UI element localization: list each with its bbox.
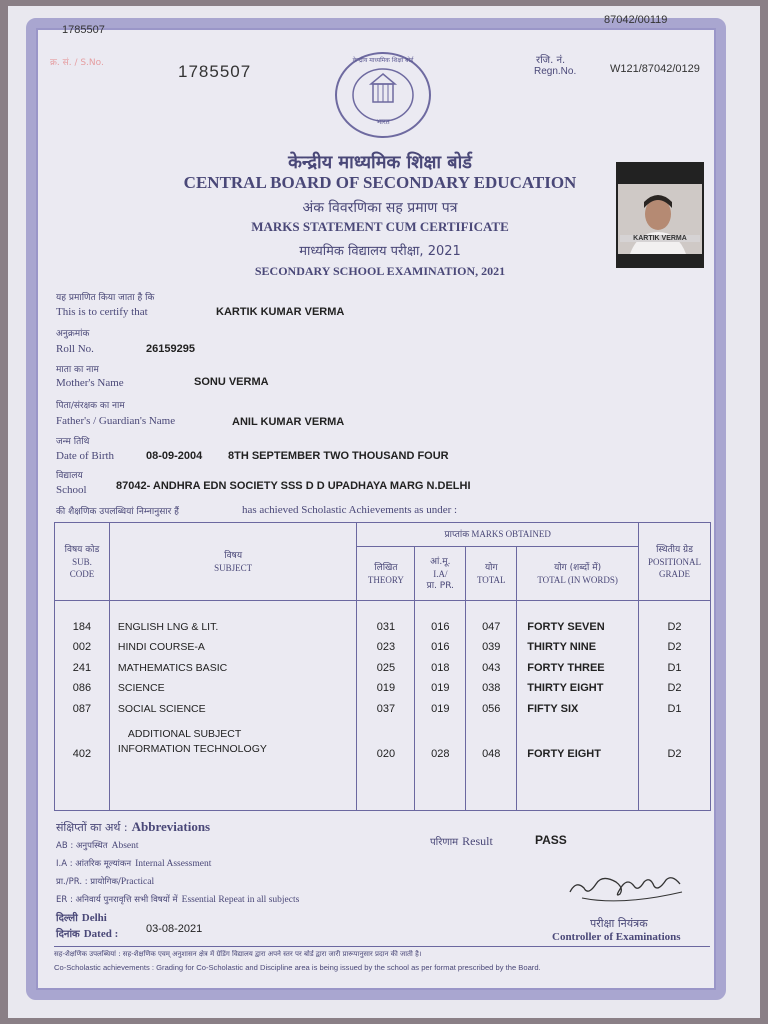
header-subject: विषय SUBJECT [109, 523, 357, 601]
emblem-text-top: केन्द्रीय माध्यमिक शिक्षा बोर्ड [352, 57, 414, 64]
total-in-words: THIRTY NINE [527, 641, 597, 654]
photo-caption: KARTIK VERMA [620, 235, 700, 242]
header-theory: लिखित THEORY [357, 547, 415, 601]
subject-code: 087 [72, 702, 92, 715]
header-sub-code: विषय कोड SUB. CODE [55, 523, 110, 601]
emblem-text-bottom: भारत [376, 118, 390, 126]
abbreviations-heading: संक्षिप्तों का अर्थ : Abbreviations [56, 819, 211, 834]
place: दिल्ली Delhi [56, 912, 107, 924]
abbreviation-item: ER : अनिवार्य पुनरावृत्ति सभी विषयों में Essential Repeat in all subjects [56, 895, 300, 905]
subject-code: 241 [72, 661, 92, 674]
mother-label-hindi: माता का नाम [56, 365, 99, 375]
subject-name: MATHEMATICS BASIC [117, 661, 228, 674]
school-label-hindi: विद्यालय [56, 471, 83, 481]
theory-marks: 031 [376, 621, 396, 633]
total-marks: 038 [482, 682, 501, 695]
positional-grade: D2 [667, 682, 682, 695]
subject-name: SOCIAL SCIENCE [117, 702, 206, 715]
subject-name: SCIENCE [117, 682, 165, 695]
additional-subject-label: ADDITIONAL SUBJECT [127, 728, 242, 741]
result-value: PASS [535, 833, 567, 847]
certify-label: This is to certify that [56, 306, 148, 318]
roll-number: 26159295 [146, 343, 195, 355]
exam-name-english: SECONDARY SCHOOL EXAMINATION, 2021 [254, 264, 506, 278]
subject-code: 184 [72, 621, 92, 633]
subject-code: 086 [72, 682, 92, 695]
positional-grade: D2 [667, 748, 682, 761]
board-name-english: CENTRAL BOARD OF SECONDARY EDUCATION [183, 173, 577, 192]
student-name: KARTIK KUMAR VERMA [216, 306, 345, 318]
positional-grade: D1 [667, 702, 682, 715]
header-grade: स्थितीय ग्रेड POSITIONAL GRADE [639, 523, 711, 601]
achievement-label-hindi: की शैक्षणिक उपलब्धियां निम्नानुसार हैं [56, 507, 179, 517]
header-total: योग TOTAL [466, 547, 517, 601]
theory-marks: 019 [376, 682, 396, 695]
cbse-emblem [335, 52, 431, 138]
subject-name: HINDI COURSE-A [117, 641, 205, 654]
theory-marks: 020 [376, 748, 396, 761]
total-in-words: FIFTY SIX [527, 702, 579, 715]
abbreviation-item: I.A : आंतरिक मूल्यांकन Internal Assessment [56, 859, 212, 869]
regn-label-en: Regn.No. [534, 66, 577, 77]
footer-divider [54, 946, 710, 947]
ia-marks: 016 [431, 641, 450, 654]
subject-code: 402 [72, 748, 92, 761]
dob-label-hindi: जन्म तिथि [56, 437, 90, 447]
roll-label-hindi: अनुक्रमांक [56, 329, 90, 339]
certificate-title-english: MARKS STATEMENT CUM CERTIFICATE [251, 219, 509, 234]
father-label: Father's / Guardian's Name [56, 415, 176, 427]
positional-grade: D2 [667, 641, 682, 654]
student-portrait-icon [618, 184, 702, 254]
dob-label: Date of Birth [56, 450, 115, 462]
mother-label: Mother's Name [56, 377, 124, 389]
dob-words: 8TH SEPTEMBER TWO THOUSAND FOUR [228, 450, 449, 462]
regn-label-hi: रजि. नं. [536, 55, 566, 66]
controller-title-english: Controller of Examinations [552, 931, 681, 943]
total-marks: 043 [482, 661, 501, 674]
ia-marks: 018 [431, 661, 450, 674]
footer-note-english: Co-Scholastic achievements : Grading for Co-Scholastic and Discipline area is being issued by the school as per format prescribed by the Board. [54, 963, 541, 972]
total-in-words: FORTY THREE [527, 661, 605, 674]
school-label: School [56, 484, 87, 496]
roll-label: Roll No. [56, 343, 94, 355]
total-in-words: FORTY EIGHT [527, 748, 601, 761]
achievement-label: has achieved Scholastic Achievements as under : [242, 504, 458, 516]
controller-title-hindi: परीक्षा नियंत्रक [590, 917, 648, 930]
exam-name-hindi: माध्यमिक विद्यालय परीक्षा, 2021 [299, 244, 461, 259]
ia-marks: 019 [431, 682, 450, 695]
subject-code: 002 [72, 641, 92, 654]
total-in-words: FORTY SEVEN [527, 621, 605, 633]
ia-marks: 016 [431, 621, 450, 633]
total-marks: 056 [482, 702, 501, 715]
positional-grade: D1 [667, 661, 682, 674]
total-marks: 048 [482, 748, 501, 761]
total-marks: 047 [482, 621, 501, 633]
abbreviation-item: AB : अनुपस्थित Absent [56, 841, 139, 851]
controller-signature [562, 862, 692, 912]
total-marks: 039 [482, 641, 501, 654]
school-name: 87042- ANDHRA EDN SOCIETY SSS D D UPADHAYA MARG N.DELHI [116, 480, 471, 492]
dob-value: 08-09-2004 [146, 450, 203, 462]
certificate-title-hindi: अंक विवरणिका सह प्रमाण पत्र [302, 200, 458, 216]
theory-marks: 023 [376, 641, 396, 654]
ia-marks: 019 [431, 702, 450, 715]
father-name: ANIL KUMAR VERMA [232, 416, 345, 428]
total-in-words: THIRTY EIGHT [527, 682, 604, 695]
board-name-hindi: केन्द्रीय माध्यमिक शिक्षा बोर्ड [288, 152, 472, 173]
abbreviations-list [56, 836, 299, 908]
issue-date: 03-08-2021 [146, 923, 203, 935]
theory-marks: 025 [376, 661, 396, 674]
positional-grade: D2 [667, 621, 682, 633]
regn-number: W121/87042/0129 [610, 63, 700, 75]
serial-number: 1785507 [178, 62, 252, 81]
ia-marks: 028 [431, 748, 450, 761]
date-label: दिनांक Dated : [56, 928, 119, 940]
father-label-hindi: पिता/संरक्षक का नाम [56, 401, 125, 411]
footer-note-hindi: सह-शैक्षणिक उपलब्धियां : सह-शैक्षणिक एवम् अनुशासन क्षेत्र में ग्रेडिंग विद्यालय द्वारा अपने स्तर पर बोर्ड द्वारा जारी प्रारूपानुसार प्रदान की जाती है। [54, 950, 422, 958]
table-body-row [55, 601, 711, 811]
result-label: परिणाम Result [430, 834, 493, 848]
top-right-number: 87042/00119 [604, 14, 668, 26]
header-total-words: योग (शब्दों में) TOTAL (IN WORDS) [517, 547, 639, 601]
subject-name: INFORMATION TECHNOLOGY [117, 743, 267, 756]
theory-marks: 037 [376, 702, 396, 715]
top-left-number: 1785507 [62, 24, 105, 36]
header-marks-obtained: प्राप्तांक MARKS OBTAINED [357, 523, 639, 547]
certify-label-hindi: यह प्रमाणित किया जाता है कि [56, 293, 155, 303]
header-ia: आं.मू. I.A/ प्रा. PR. [415, 547, 466, 601]
table-header-row [55, 523, 711, 547]
abbreviation-item: प्रा./PR. : प्रायोगिक/Practical [56, 877, 155, 887]
student-photo [616, 162, 704, 268]
subject-name: ENGLISH LNG & LIT. [117, 621, 219, 633]
serial-stamp: क्र. सं. / S.No. [50, 58, 104, 68]
marks-table [54, 522, 711, 811]
mother-name: SONU VERMA [194, 376, 269, 388]
